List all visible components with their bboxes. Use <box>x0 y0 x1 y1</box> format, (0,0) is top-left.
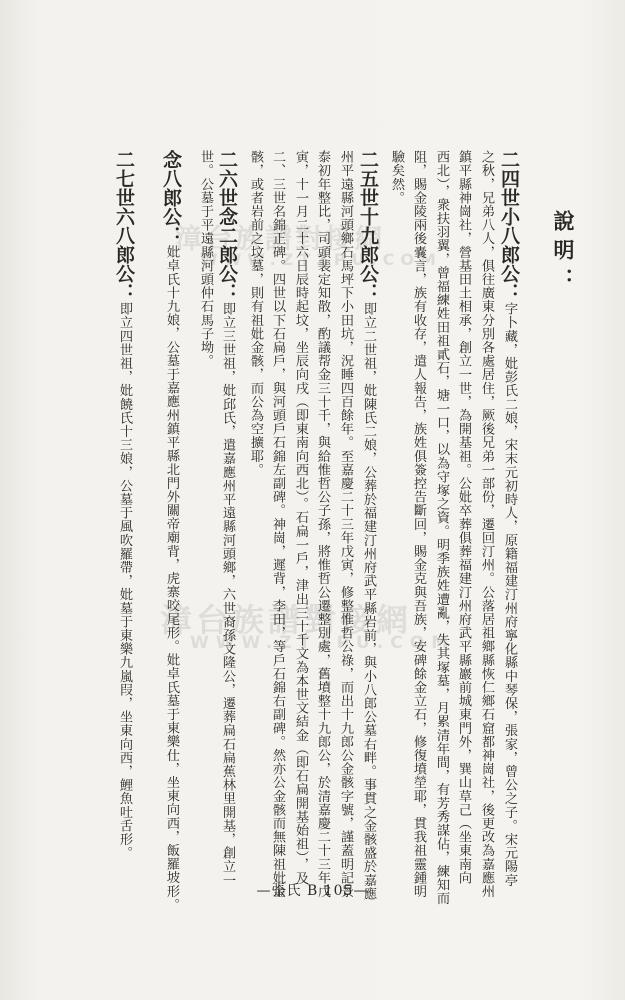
text-column <box>452 150 474 884</box>
watermark-url: WWW.ZTZPU.COM <box>200 250 442 269</box>
text-column <box>475 150 497 898</box>
entry-title: 念八郎公： <box>160 150 182 245</box>
entry-text: 妣卓氏十九娘，公墓于嘉應州鎮平縣北門外關帝廟背，虎寨咬尾形。妣卓氏墓于東樂仕，坐東向西，飯羅坡形。 <box>164 245 179 912</box>
text-column <box>334 150 356 898</box>
entry-text: 驗矣然。 <box>389 150 404 205</box>
page-footer: —張氏 B 105— <box>256 883 369 899</box>
entry-text: 即立四世祖，妣饒氏十三娘，公墓于風吹羅帶，妣墓于東樂九嵐叚，坐東向西，鯉魚吐舌形。 <box>117 302 132 860</box>
entry-text: 泰初年整比，司頭裴定知散，酌議帮金三十千，與給惟哲公子孫，將惟哲公遷整別處，舊墳整十九郎公，於清嘉慶二十三年戊 <box>315 150 330 898</box>
text-column <box>194 150 216 368</box>
entry-text: 寅，十一月二十六日辰時起坟，坐辰向戌（即東南向西北）。石扁一戶，津出三十千文為本世文結金（即石扁開基始祖），及 <box>293 150 308 885</box>
text-column <box>498 150 520 887</box>
entry-text: 州平遠縣河頭鄉石馬坪下小田坑，況睡四百餘年。至嘉慶二十三年戊寅，修整惟哲公祿，而出十九郎公金骸字號，謹蓋明記景 <box>338 150 353 898</box>
entry-title: 二五世十九郎公： <box>357 150 379 302</box>
entry-title: 二六世念二郎公： <box>216 150 238 302</box>
entry-title: 二四世小八郎公： <box>498 150 520 302</box>
entry-text: 世。公墓于平遠縣河頭仲石馬子坳。 <box>198 150 213 368</box>
entry-text: 即立三世祖，妣邱氏，遣嘉應州平遠縣河頭鄉，六世裔孫文隆公，遷葬扁石扁蕉林里開基，創立一 <box>220 302 235 887</box>
text-column <box>216 150 238 887</box>
entry-text: 之秋，兄弟八人，俱往廣東分別各處居住，厥後兄弟一部份，遷回汀州。公落居祖鄉縣恢仁鄉石窟都神崗社，後更改為嘉應州 <box>479 150 494 898</box>
text-column <box>385 150 407 204</box>
section-heading: 說明： <box>551 210 576 297</box>
text-column <box>266 150 288 898</box>
entry-text: 西北），衆扶羽翼，曾福練姓田祖貳石，塘一口，以為守塚之資。明季族姓遭亂，失其塚墓，月累清年間，有芳秀謀佔，練知而 <box>434 150 449 905</box>
entry-text: 骸，或者岩前之坟墓，則有祖妣金骸，而公為空擴耶。 <box>248 150 263 477</box>
watermark-text: 漳台族譜對接網 <box>175 224 385 255</box>
text-column <box>311 150 333 898</box>
entry-text: 字卜藏，妣彭氏二娘，宋末元初時人，原籍福建汀州府寧化縣中琴保，張家，曾公之子。宋元陽亭 <box>502 302 517 887</box>
text-column <box>113 150 135 860</box>
entry-text: 即立二世祖，妣陳氏二娘，公葬於福建汀州府武平縣岩前，與小八郎公墓右畔。事貫之金骸盛於嘉應 <box>361 302 376 901</box>
entry-text: 鎮平縣神崗社，營基田土相承，創立一世，為開基祖。公妣卒葬俱葬福建汀州府武平縣巖前城東門外，巽山草己（坐東南向 <box>456 150 471 885</box>
text-column <box>244 150 266 476</box>
text-column <box>357 150 379 900</box>
entry-text: 阻，賜金陵兩後嚢言，族有收存，遣人報告，族姓俱簽控告斷回，賜金克與吾族，安碑餘金立石，修復墳塋耶，貫我祖靈鍾明 <box>411 150 426 898</box>
watermark-url: WWW.ZTZPU.COM <box>190 633 456 653</box>
entry-title: 二七世六八郎公： <box>113 150 135 302</box>
entry-text: 二、三世名錦正碑。四世以下石扁戶，與河頭戶石錦左副碑。神崗，遲背，李田，等戶石錦右副碑。然亦公金骸而無陳祖妣金 <box>270 150 285 898</box>
text-column <box>160 150 182 911</box>
text-column <box>430 150 452 905</box>
text-column <box>289 150 311 885</box>
text-column <box>407 150 429 898</box>
watermark-text: 漳台族譜對接網 <box>160 601 413 639</box>
